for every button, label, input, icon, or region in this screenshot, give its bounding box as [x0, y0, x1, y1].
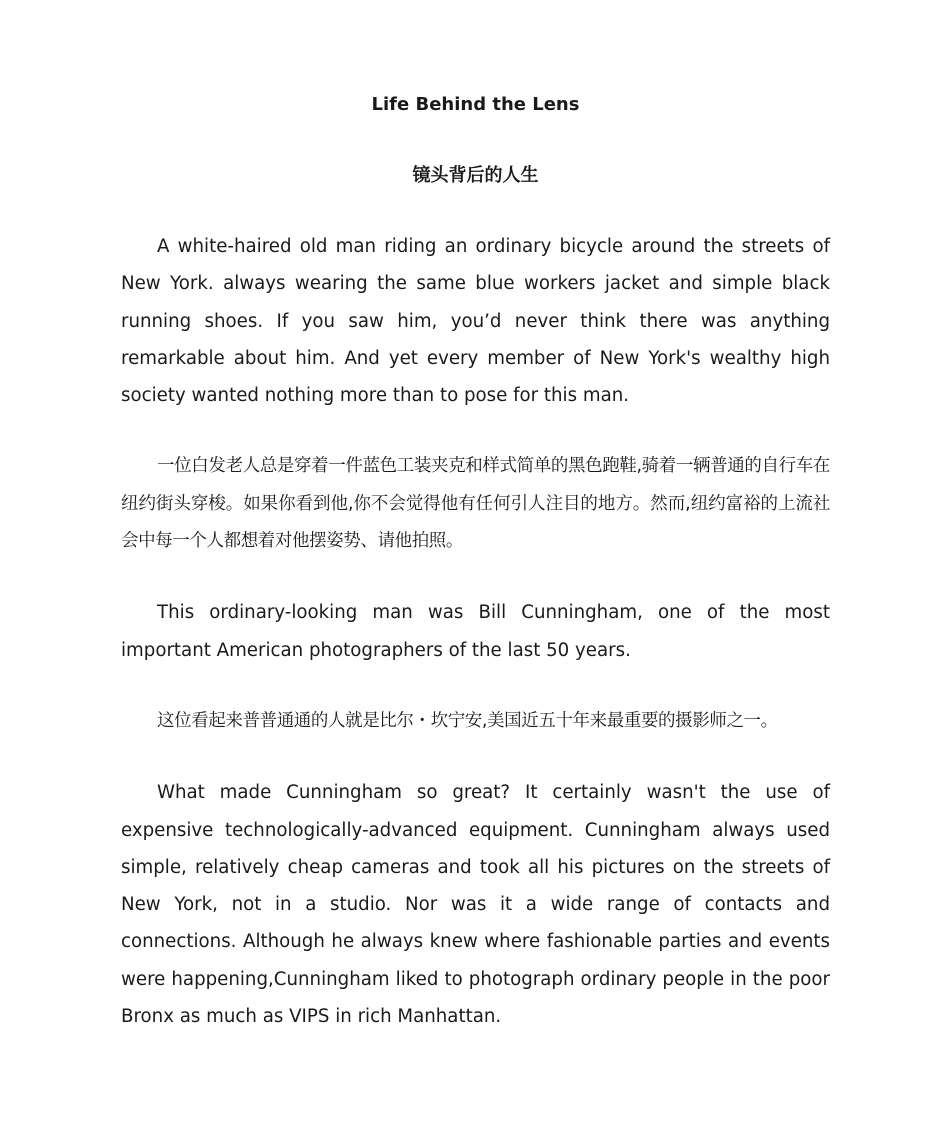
- paragraph-zh-2: 这位看起来普普通通的人就是比尔・坎宁安,美国近五十年来最重要的摄影师之一。: [157, 710, 778, 731]
- paragraph-zh-1: 一位白发老人总是穿着一件蓝色工装夹克和样式简单的黑色跑鞋,骑着一辆普通的自行车在纽约街头穿梭。如果你看到他,你不会觉得他有任何引人注目的地方。然而,纽约富裕的上流社会中每一个人都想着对他摆姿势、请他拍照。: [121, 456, 830, 552]
- paragraph-en-1: A white-haired old man riding an ordinary bicycle around the streets of New York. always wearing the same blue workers jacket and simple black running shoes. If you saw him, you’d never think there was anything remarkable about him. And yet every member of New York's wealthy high society wanted nothing more than to pose for this man.: [121, 236, 830, 407]
- title-english: Life Behind the Lens: [371, 94, 580, 115]
- title-chinese: 镜头背后的人生: [412, 165, 539, 186]
- paragraph-en-3: What made Cunningham so great? It certainly wasn't the use of expensive technologically-advanced equipment. Cunningham always used simple, relatively cheap cameras and took all his pictures on the streets of New York, not in a studio. Nor was it a wide range of contacts and connections. Although he always knew where fashionable parties and events were happening,Cunningham liked to photograph ordinary people in the poor Bronx as much as VIPS in rich Manhattan.: [121, 782, 830, 1028]
- document-page: [121, 88, 830, 1035]
- paragraph-en-2: This ordinary-looking man was Bill Cunningham, one of the most important American photographers of the last 50 years.: [121, 602, 830, 661]
